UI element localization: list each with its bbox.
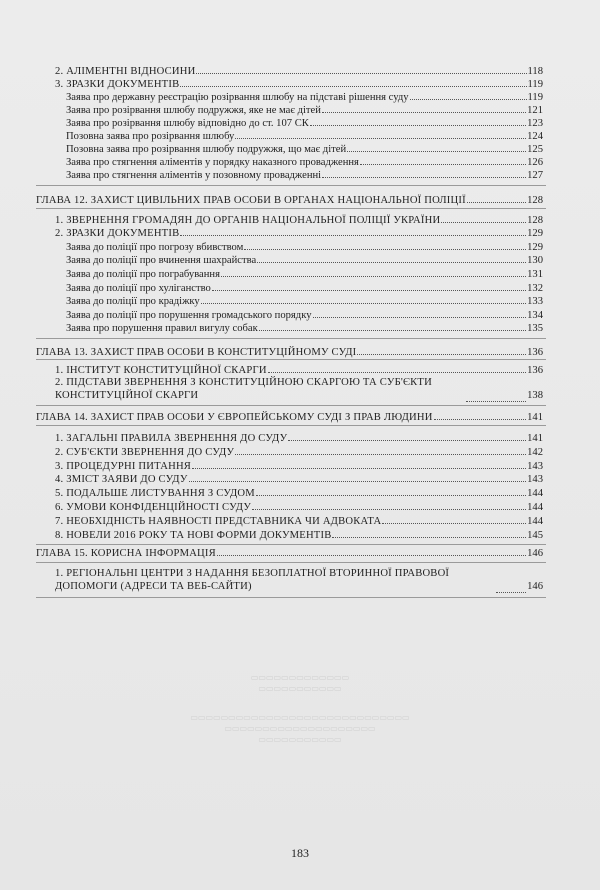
toc-entry-page: 142 [527, 447, 543, 458]
toc-entry-label: 5. ПОДАЛЬШЕ ЛИСТУВАННЯ З СУДОМ [55, 488, 255, 499]
toc-chapter-page: 146 [527, 548, 543, 559]
toc-entry-page: 144 [527, 488, 543, 499]
toc-entry-label: Позовна заява про розірвання шлюбу [66, 131, 235, 142]
toc-entry [66, 103, 543, 117]
toc-entry-page: 119 [527, 79, 543, 90]
toc-entry-page: 118 [527, 66, 543, 77]
toc-entry-label: Заява до поліції про крадіжку [66, 296, 200, 307]
toc-entry-label: 1. ІНСТИТУТ КОНСТИТУЦІЙНОЇ СКАРГИ [55, 365, 267, 376]
toc-entry-page: 131 [527, 269, 543, 280]
toc-entry-page: 119 [527, 92, 543, 103]
toc-entry [66, 155, 543, 169]
divider [36, 338, 546, 339]
divider [36, 544, 546, 545]
toc-entry-label: 6. УМОВИ КОНФІДЕНЦІЙНОСТІ СУДУ [55, 502, 252, 513]
divider [36, 359, 546, 360]
toc-entry-page: 143 [527, 474, 543, 485]
toc-chapter-label: ГЛАВА 13. ЗАХИСТ ПРАВ ОСОБИ В КОНСТИТУЦІЙНОМУ СУДІ [36, 347, 357, 358]
divider [36, 562, 546, 563]
toc-entry [66, 321, 543, 335]
toc-chapter-label: ГЛАВА 12. ЗАХИСТ ЦИВІЛЬНИХ ПРАВ ОСОБИ В ОРГАНАХ НАЦІОНАЛЬНОЇ ПОЛІЦІЇ [36, 195, 466, 206]
toc-entry-page: 141 [527, 433, 543, 444]
page-number: 183 [291, 846, 309, 860]
toc-entry-page: 123 [527, 118, 543, 129]
toc-entry-label: 2. ЗРАЗКИ ДОКУМЕНТІВ [55, 228, 180, 239]
toc-entry-label: 2. СУБ'ЄКТИ ЗВЕРНЕННЯ ДО СУДУ [55, 447, 235, 458]
toc-chapter-label: ГЛАВА 15. КОРИСНА ІНФОРМАЦІЯ [36, 548, 216, 559]
toc-entry-page: 134 [527, 310, 543, 321]
toc-entry [55, 567, 543, 593]
toc-entry-page: 130 [527, 255, 543, 266]
toc-entry-page: 121 [527, 105, 543, 116]
divider [36, 597, 546, 598]
toc-entry-page: 146 [527, 581, 543, 592]
toc-entry [66, 267, 543, 281]
toc-entry-page: 135 [527, 323, 543, 334]
toc-entry [66, 90, 543, 104]
toc-entry-label: 3. ПРОЦЕДУРНІ ПИТАННЯ [55, 461, 192, 472]
toc-entry-page: 145 [527, 530, 543, 541]
toc-entry [66, 281, 543, 295]
toc-entry-page: 143 [527, 461, 543, 472]
toc-entry [55, 363, 543, 377]
toc-entry-page: 127 [527, 170, 543, 181]
toc-entry [55, 459, 543, 473]
toc-chapter-label: ГЛАВА 14. ЗАХИСТ ПРАВ ОСОБИ У ЄВРОПЕЙСЬКОМУ СУДІ З ПРАВ ЛЮДИНИ [36, 412, 433, 423]
toc-entry [66, 240, 543, 254]
toc-entry-page: 144 [527, 516, 543, 527]
toc-entry [66, 253, 543, 267]
toc-entry-label: Заява про розірвання шлюбу відповідно до ст. 107 СК [66, 118, 309, 129]
toc-entry [55, 64, 543, 78]
toc-entry-label: 2. ПІДСТАВИ ЗВЕРНЕННЯ З КОНСТИТУЦІЙНОЮ СКАРГОЮ ТА СУБ'ЄКТИ КОНСТИТУЦІЙНОЇ СКАРГИ [55, 377, 432, 401]
divider [36, 405, 546, 406]
toc-entry [66, 294, 543, 308]
toc-entry-label: Заява до поліції про хуліганство [66, 283, 211, 294]
toc-entry-page: 124 [527, 131, 543, 142]
toc-entry-page: 129 [527, 242, 543, 253]
toc-entry-label: Заява про державну реєстрацію розірвання шлюбу на підставі рішення суду [66, 92, 409, 103]
toc-entry-label: 1. ЗВЕРНЕННЯ ГРОМАДЯН ДО ОРГАНІВ НАЦІОНАЛЬНОЇ ПОЛІЦІЇ УКРАЇНИ [55, 215, 441, 226]
toc-entry [55, 528, 543, 542]
toc-entry [55, 486, 543, 500]
toc-entry-page: 138 [527, 390, 543, 401]
toc-chapter [36, 410, 543, 424]
toc-entry-label: Заява про стягнення аліментів у позовному провадженні [66, 170, 322, 181]
toc-entry-label: Заява про порушення правил вигулу собак [66, 323, 258, 334]
toc-chapter [36, 345, 543, 359]
toc-entry-label: Заява до поліції про вчинення шахрайства [66, 255, 257, 266]
toc-entry-label: Заява про розірвання шлюбу подружжя, яке не має дітей [66, 105, 321, 116]
toc-entry [66, 142, 543, 156]
toc-entry [55, 500, 543, 514]
toc-entry-label: 1. РЕГІОНАЛЬНІ ЦЕНТРИ З НАДАННЯ БЕЗОПЛАТНОЇ ВТОРИННОЇ ПРАВОВОЇ ДОПОМОГИ (АДРЕСИ ТА ВЕБ-САЙТИ) [55, 568, 450, 592]
toc-entry-label: 1. ЗАГАЛЬНІ ПРАВИЛА ЗВЕРНЕННЯ ДО СУДУ [55, 433, 288, 444]
toc-entry-page: 132 [527, 283, 543, 294]
toc-entry-label: 7. НЕОБХІДНІСТЬ НАЯВНОСТІ ПРЕДСТАВНИКА ЧИ АДВОКАТА [55, 516, 382, 527]
toc-chapter-page: 136 [527, 347, 543, 358]
toc-entry [55, 226, 543, 240]
toc-entry [55, 77, 543, 91]
toc-entry-page: 129 [527, 228, 543, 239]
toc-entry-label: 4. ЗМІСТ ЗАЯВИ ДО СУДУ [55, 474, 188, 485]
toc-entry-label: Заява до поліції про порушення громадського порядку [66, 310, 312, 321]
toc-entry [66, 116, 543, 130]
toc-entry-label: Заява про стягнення аліментів у порядку наказного провадження [66, 157, 359, 168]
toc-entry [55, 472, 543, 486]
toc-entry-label: Заява до поліції про пограбування [66, 269, 220, 280]
toc-chapter-page: 141 [527, 412, 543, 423]
toc-entry [55, 514, 543, 528]
toc-chapter [36, 546, 543, 560]
toc-entry [66, 129, 543, 143]
toc-entry [55, 445, 543, 459]
toc-entry-page: 144 [527, 502, 543, 513]
bleed-through-text: ▭▭▭▭▭▭▭▭▭▭▭▭▭▭▭▭▭▭▭▭▭▭▭▭▭▭▭▭▭ ▭▭▭▭▭▭▭▭▭▭▭▭▭▭▭▭▭▭▭▭ ▭▭▭▭▭▭▭▭▭▭▭ [190, 713, 410, 744]
toc-chapter-page: 128 [527, 195, 543, 206]
toc-entry-label: 2. АЛІМЕНТНІ ВІДНОСИНИ [55, 66, 196, 77]
divider [36, 185, 546, 186]
toc-entry-label: Заява до поліції про погрозу вбивством [66, 242, 244, 253]
toc-entry-page: 133 [527, 296, 543, 307]
toc-entry-page: 136 [527, 365, 543, 376]
toc-entry-page: 125 [527, 144, 543, 155]
bleed-through-text: ▭▭▭▭▭▭▭▭▭▭▭▭▭ ▭▭▭▭▭▭▭▭▭▭▭ [250, 673, 350, 693]
toc-entry-page: 126 [527, 157, 543, 168]
toc-entry [55, 431, 543, 445]
toc-entry-label: 3. ЗРАЗКИ ДОКУМЕНТІВ [55, 79, 180, 90]
toc-entry [55, 376, 543, 402]
toc-entry [66, 168, 543, 182]
toc-entry [55, 213, 543, 227]
divider [36, 425, 546, 426]
toc-entry-page: 128 [527, 215, 543, 226]
divider [36, 208, 546, 209]
toc-chapter [36, 193, 543, 207]
toc-entry [66, 308, 543, 322]
toc-entry-label: 8. НОВЕЛИ 2016 РОКУ ТА НОВІ ФОРМИ ДОКУМЕНТІВ [55, 530, 332, 541]
toc-entry-label: Позовна заява про розірвання шлюбу подружжя, що має дітей [66, 144, 347, 155]
